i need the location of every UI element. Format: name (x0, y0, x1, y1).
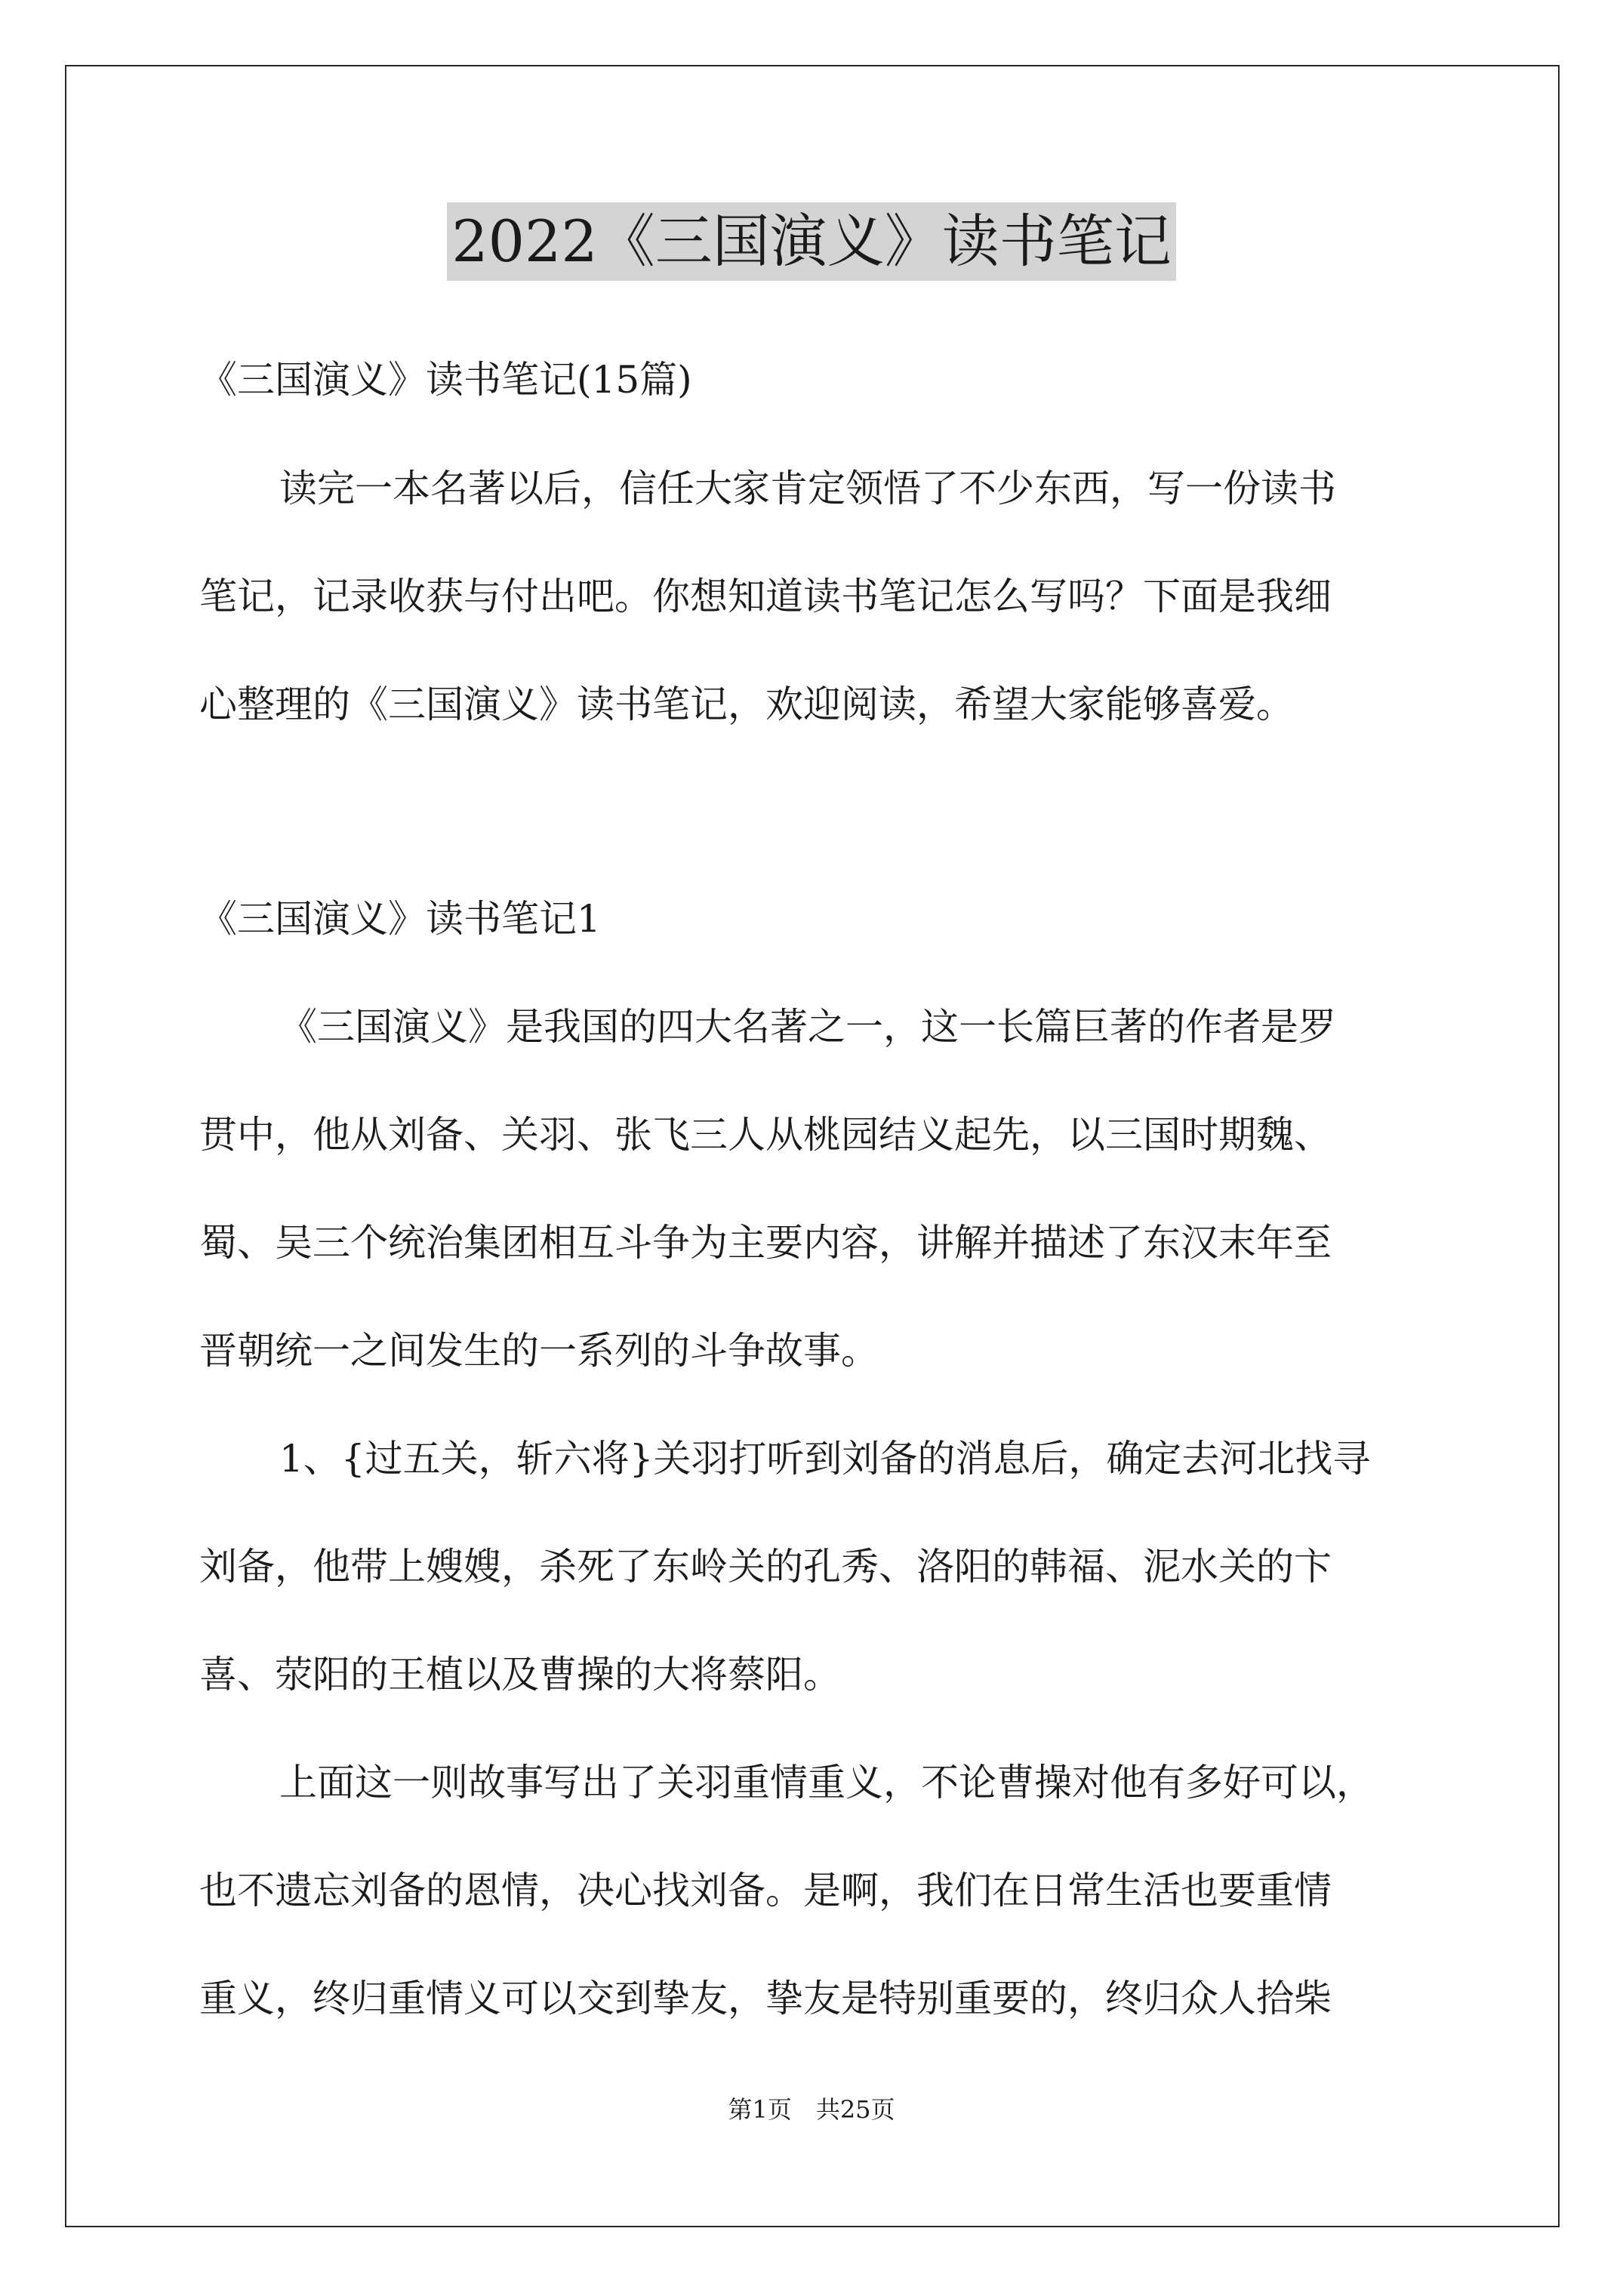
title-container (0, 202, 1623, 281)
paragraph-line: 上面这一则故事写出了关羽重情重义，不论曹操对他有多好可以， (279, 1761, 1374, 1804)
paragraph-line: 贯中，他从刘备、关羽、张飞三人从桃园结义起先，以三国时期魏、 (199, 1113, 1332, 1157)
paragraph-line: 晋朝统一之间发生的一系列的斗争故事。 (199, 1329, 879, 1373)
paragraph-line: 读完一本名著以后，信任大家肯定领悟了不少东西，写一份读书 (279, 467, 1336, 510)
paragraph-line: 刘备，他带上嫂嫂，杀死了东岭关的孔秀、洛阳的韩福、泥水关的卞 (199, 1545, 1332, 1589)
paragraph-line: 喜、荥阳的王植以及曹操的大将蔡阳。 (199, 1653, 841, 1697)
document-title: 2022《三国演义》读书笔记 (447, 202, 1175, 281)
paragraph-line: 蜀、吴三个统治集团相互斗争为主要内容，讲解并描述了东汉末年至 (199, 1221, 1332, 1265)
document-subtitle: 《三国演义》读书笔记(15篇) (199, 358, 692, 402)
paragraph-line: 重义，终归重情义可以交到挚友，挚友是特别重要的，终归众人拾柴 (199, 1977, 1332, 2020)
paragraph-line: 《三国演义》是我国的四大名著之一，这一长篇巨著的作者是罗 (279, 1005, 1336, 1049)
page-number-footer: 第1页 共25页 (728, 2095, 895, 2124)
paragraph-line: 笔记，记录收获与付出吧。你想知道读书笔记怎么写吗？下面是我细 (199, 575, 1332, 618)
section-heading: 《三国演义》读书笔记1 (199, 897, 601, 941)
paragraph-line: 1、{过五关，斩六将}关羽打听到刘备的消息后，确定去河北找寻 (279, 1437, 1371, 1481)
paragraph-line: 也不遗忘刘备的恩情，决心找刘备。是啊，我们在日常生活也要重情 (199, 1869, 1332, 1912)
paragraph-line: 心整理的《三国演义》读书笔记，欢迎阅读，希望大家能够喜爱。 (199, 683, 1294, 726)
